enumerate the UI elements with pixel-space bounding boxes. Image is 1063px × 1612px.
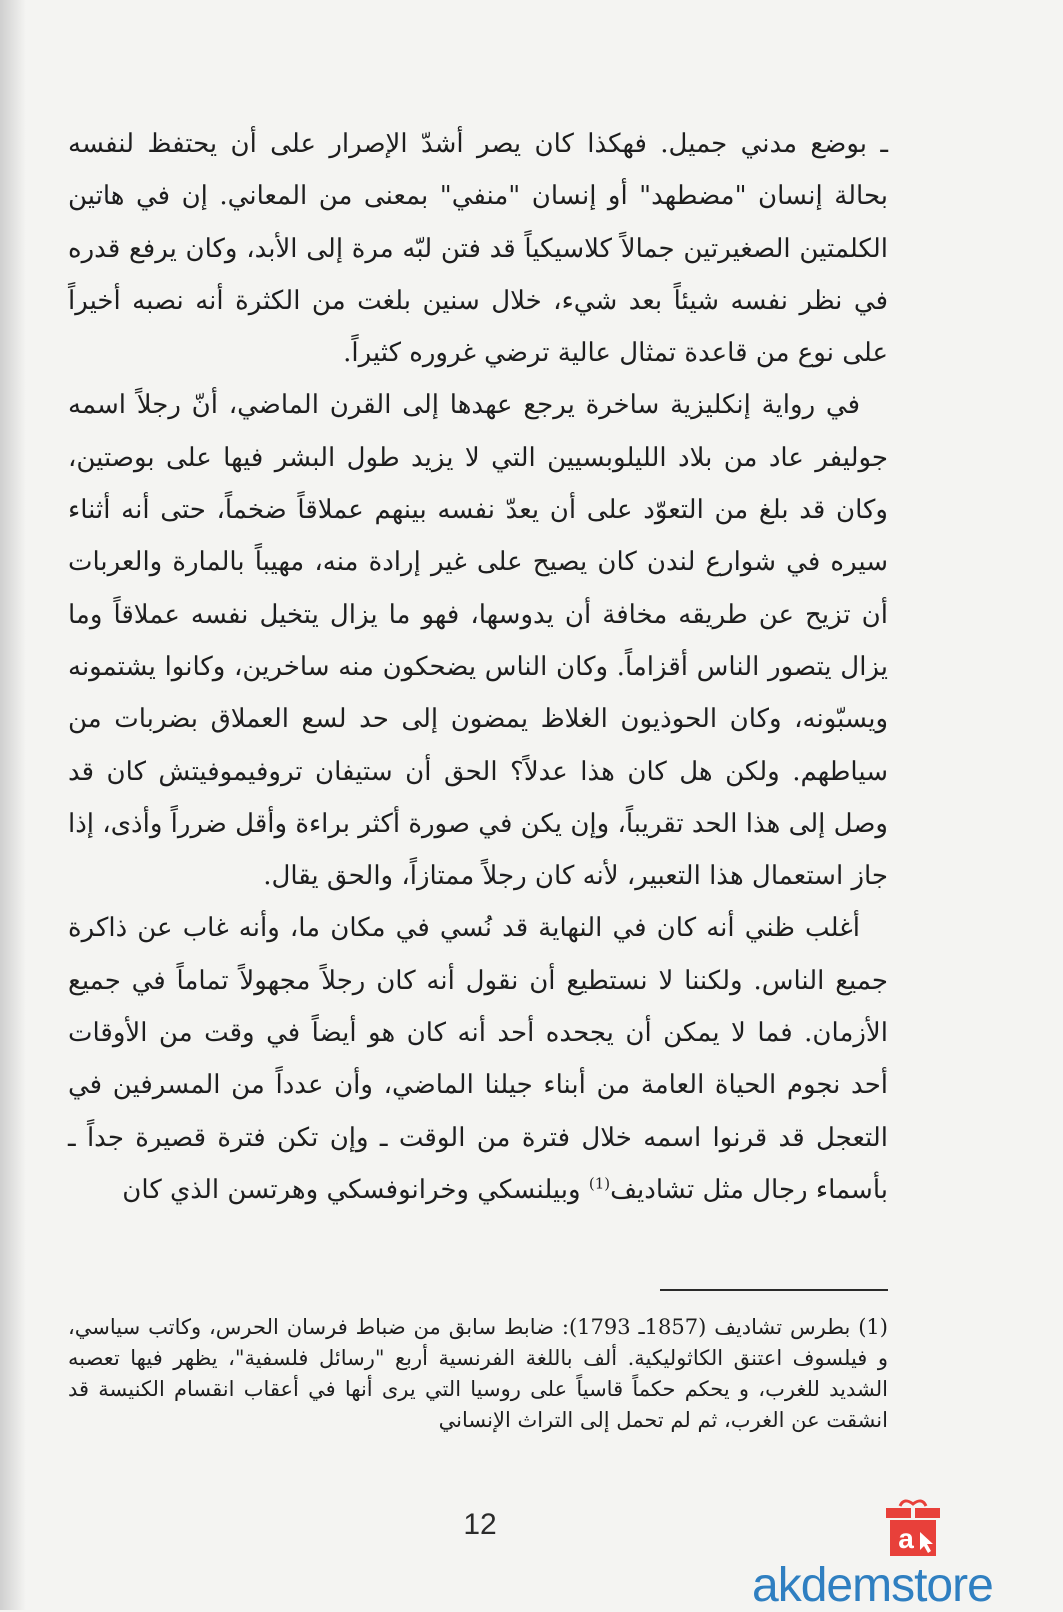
footnotes: [68, 1312, 888, 1436]
gift-bag-cursor-icon: [880, 1496, 946, 1558]
footnote-1: (1) بطرس تشاديف (1857ـ 1793): ضابط سابق من ضباط فرسان الحرس، وكاتب سياسي، و فيلسوف اعتنق الكاثوليكية. ألف باللغة الفرنسية أربع "رسائل فلسفية"، يظهر فيها تعصبه الشديد للغرب، و يحكم حكماً قاسياً على روسيا التي يرى أنها في أعقاب انقسام الكنيسة قد انشقت عن الغرب، ثم لم تحمل إلى التراث الإنساني: [68, 1315, 889, 1432]
store-name: akdemstore: [752, 1559, 993, 1612]
logo-letter: a: [898, 1523, 914, 1554]
body-text: [68, 118, 888, 1216]
paragraph-3-text-continued: وبيلنسكي وخرانوفسكي وهرتسن الذي كان: [122, 1174, 589, 1205]
paragraph-3-text: أغلب ظني أنه كان في النهاية قد نُسي في مكان ما، وأنه غاب عن ذاكرة جميع الناس. ولكننا لا نستطيع أن نقول أنه كان رجلاً مجهولاً تماماً في جميع الأزمان. فما لا يمكن أن يجحده أحد أنه كان هو أيضاً في وقت من الأوقات أحد نجوم الحياة العامة من أبناء جيلنا الماضي، وأن عدداً من المسرفين في التعجل قد قرنوا اسمه خلال فترة من الوقت ـ وإن تكن فترة قصيرة جداً ـ بأسماء رجال مثل تشاديف: [68, 913, 888, 1205]
page-edge-shadow: [0, 0, 26, 1610]
footnote-marker: (1): [588, 1174, 611, 1193]
paragraph-1: ـ بوضع مدني جميل. فهكذا كان يصر أشدّ الإصرار على أن يحتفظ لنفسه بحالة إنسان "مضطهد" أو إنسان "منفي" بمعنى من المعاني. إن في هاتين الكلمتين الصغيرتين جمالاً كلاسيكياً قد فتن لبّه مرة إلى الأبد، وكان يرفع قدره في نظر نفسه شيئاً بعد شيء، خلال سنين بلغت من الكثرة أنه نصبه أخيراً على نوع من قاعدة تمثال عالية ترضي غروره كثيراً.: [68, 129, 888, 369]
paragraph-2: في رواية إنكليزية ساخرة يرجع عهدها إلى القرن الماضي، أنّ رجلاً اسمه جوليفر عاد من بلاد الليلوبسيين التي لا يزيد طول البشر فيها على بوصتين، وكان قد بلغ من التعوّد على أن يعدّ نفسه بينهم عملاقاً ضخماً، حتى أنه أثناء سيره في شوارع لندن كان يصيح على غير إرادة منه، مهيباً بالمارة والعربات أن تزيح عن طريقه مخافة أن يدوسها، فهو ما يزال يتخيل نفسه عملاقاً وما يزال يتصور الناس أقزاماً. وكان الناس يضحكون منه ساخرين، وكانوا يشتمونه ويسبّونه، وكان الحوذيون الغلاظ يمضون إلى حد لسع العملاق بضربات من سياطهم. ولكن هل كان هذا عدلاً؟ الحق أن ستيفان تروفيموفيتش كان قد وصل إلى هذا الحد تقريباً، وإن يكن في صورة أكثر براءة وأقل ضرراً وأذى، إذا جاز استعمال هذا التعبير، لأنه كان رجلاً ممتازاً، والحق يقال.: [68, 390, 888, 892]
page-number: 12: [463, 1508, 497, 1541]
footnote-separator: [660, 1289, 888, 1291]
paragraph-3: [68, 902, 888, 1216]
